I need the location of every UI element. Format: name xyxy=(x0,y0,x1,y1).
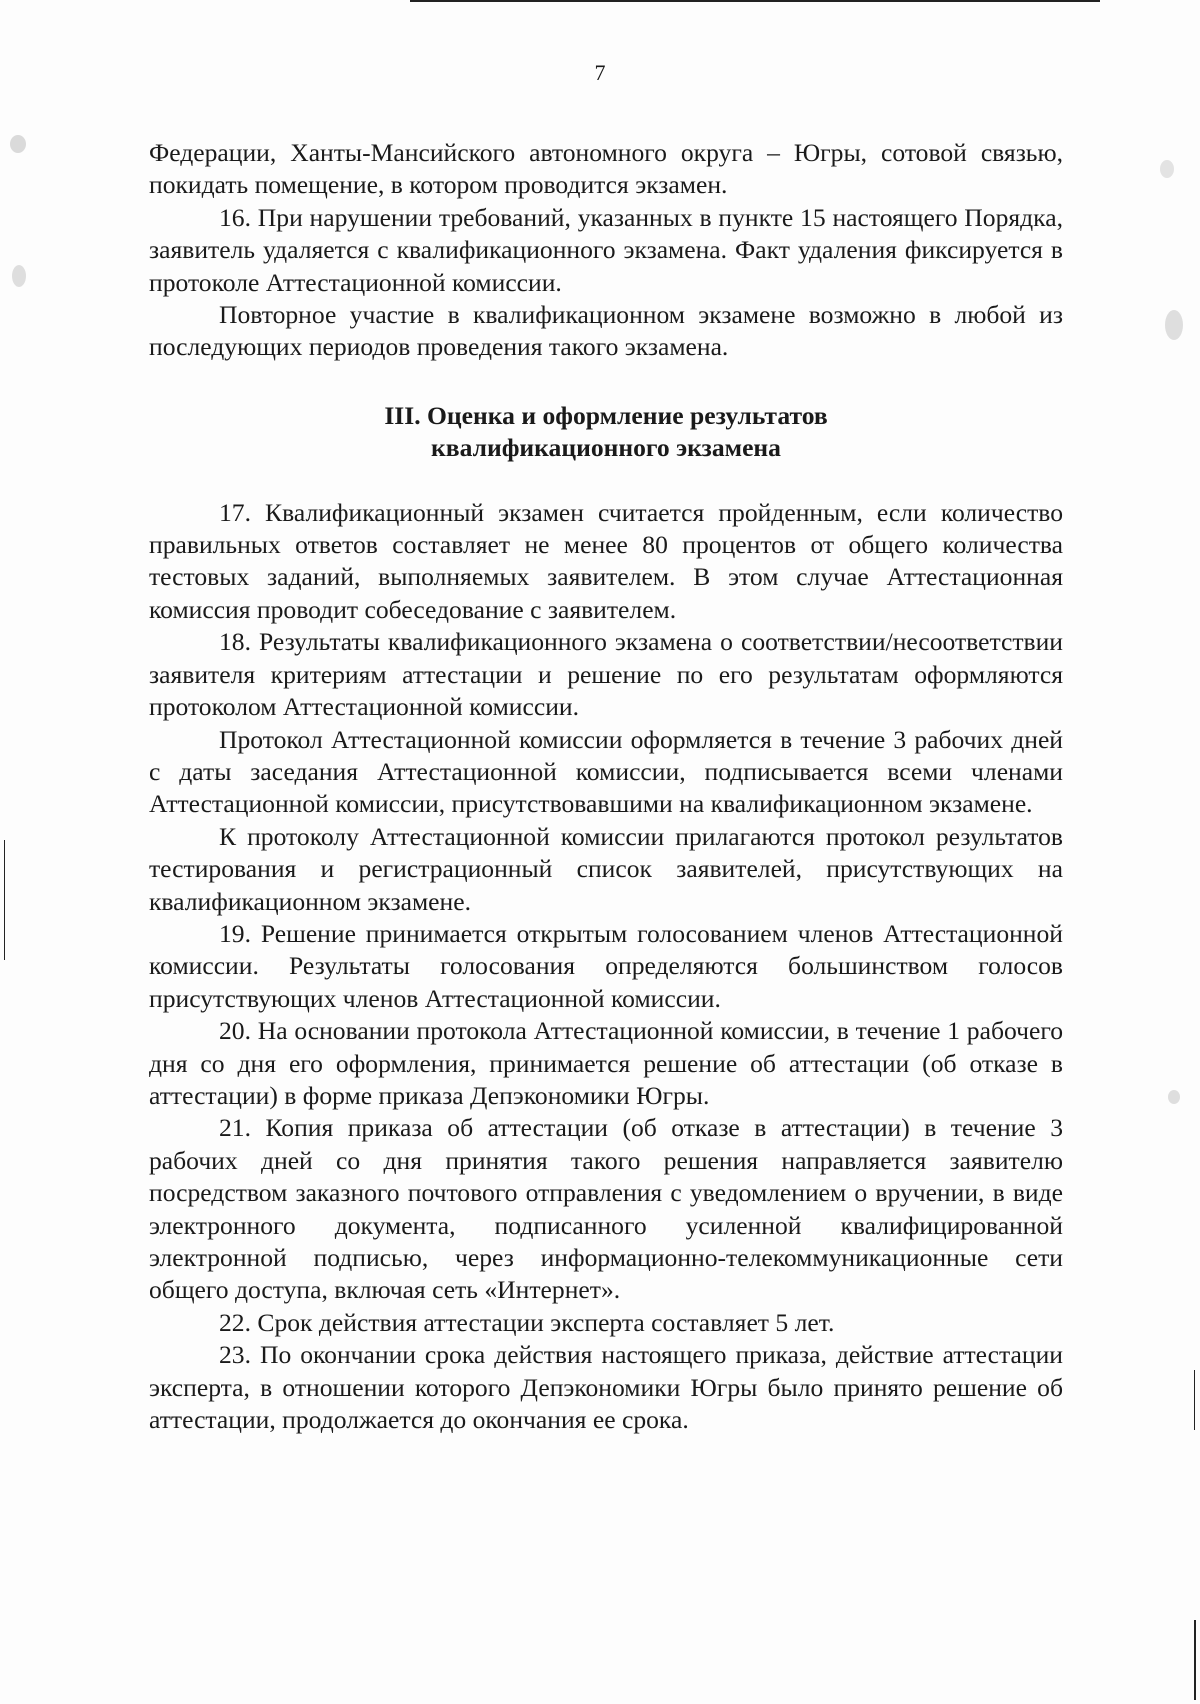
paragraph-16: 16. При нарушении требований, указанных в пункте 15 настоящего Порядка, заявитель удаляется с квалификационного экзамена. Факт удаления фиксируется в протоколе Аттестационной комиссии. xyxy=(149,202,1063,297)
paragraph-continuation: Федерации, Ханты-Мансийского автономного округа – Югры, сотовой связью, покидать помещение, в котором проводится экзамен. xyxy=(149,138,1063,200)
scan-speck xyxy=(10,135,26,153)
scan-speck xyxy=(1168,1090,1180,1104)
paragraph-18: 18. Результаты квалификационного экзамена о соответствии/несоответствии заявителя критериям аттестации и решение по его результатам оформляются протоколом Аттестационной комиссии. xyxy=(149,627,1063,722)
scan-edge-right-upper xyxy=(1194,1370,1195,1430)
scan-edge-right xyxy=(1194,1620,1196,1700)
section-title-line-1: III. Оценка и оформление результатов xyxy=(384,400,828,430)
scan-edge-left xyxy=(4,840,5,960)
paragraph-20: 20. На основании протокола Аттестационной комиссии, в течение 1 рабочего дня со дня его оформления, принимается решение об аттестации (об отказе в аттестации) в форме приказа Депэкономики Югры. xyxy=(149,1016,1063,1110)
section-title xyxy=(149,400,1063,465)
paragraph-23: 23. По окончании срока действия настоящего приказа, действие аттестации эксперта, в отношении которого Депэкономики Югры было принято решение об аттестации, продолжается до окончания ее срока. xyxy=(149,1340,1063,1435)
section-title-line-2: квалификационного экзамена xyxy=(431,433,781,463)
paragraph-protocol: Протокол Аттестационной комиссии оформляется в течение 3 рабочих дней с даты заседания Аттестационной комиссии, подписывается всеми членами Аттестационной комиссии, присутствовавшими на квалификационном экзамене. xyxy=(149,724,1063,819)
scan-edge-top xyxy=(410,0,1100,2)
paragraph-17: 17. Квалификационный экзамен считается пройденным, если количество правильных ответов составляет не менее 80 процентов от общего количества тестовых заданий, выполняемых заявителем. В этом случае Аттестационная комиссия проводит собеседование с заявителем. xyxy=(149,497,1063,624)
document-body xyxy=(149,137,1063,1436)
scan-speck xyxy=(1160,160,1174,178)
scan-speck xyxy=(1165,310,1183,340)
scan-speck xyxy=(12,265,26,287)
paragraph-protocol-attachments: К протоколу Аттестационной комиссии прилагаются протокол результатов тестирования и регистрационный список заявителей, присутствующих на квалификационном экзамене. xyxy=(149,821,1063,916)
paragraph-repeat-participation: Повторное участие в квалификационном экзамене возможно в любой из последующих периодов проведения такого экзамена. xyxy=(149,300,1063,362)
paragraph-21: 21. Копия приказа об аттестации (об отказе в аттестации) в течение 3 рабочих дней со дня принятия такого решения направляется заявителю посредством заказного почтового отправления с уведомлением о вручении, в виде электронного документа, подписанного усиленной квалифицированной электронной подписью, через информационно-телекоммуникационные сети общего доступа, включая сеть «Интернет». xyxy=(149,1113,1063,1305)
page-number: 7 xyxy=(594,60,606,85)
paragraph-19: 19. Решение принимается открытым голосованием членов Аттестационной комиссии. Результаты голосования определяются большинством голосов присутствующих членов Аттестационной комиссии. xyxy=(149,918,1063,1013)
paragraph-22: 22. Срок действия аттестации эксперта составляет 5 лет. xyxy=(219,1307,835,1337)
